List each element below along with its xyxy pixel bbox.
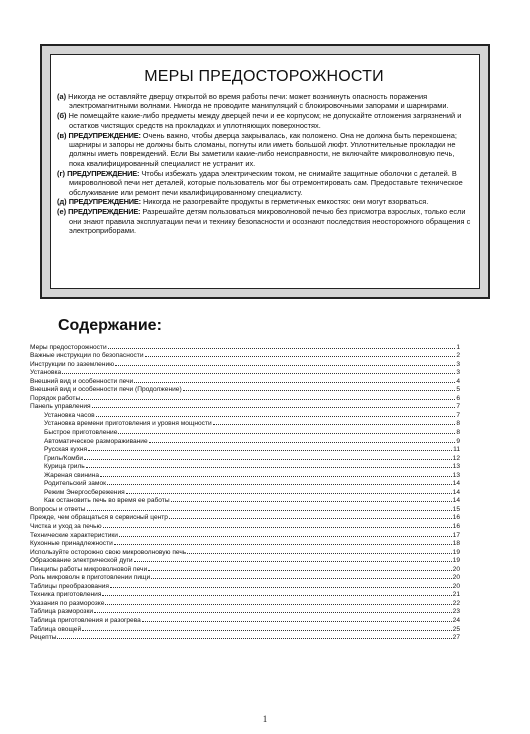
toc-leader-dots <box>151 573 451 580</box>
toc-leader-dots <box>81 393 455 400</box>
toc-entry-page: 27 <box>452 634 460 642</box>
toc-entry <box>30 547 460 556</box>
toc-entry-page: 7 <box>456 403 460 411</box>
toc-entry <box>30 402 460 411</box>
precaution-marker: (б) <box>57 111 67 121</box>
toc-entry <box>30 590 460 599</box>
toc-subentry <box>30 436 460 445</box>
toc-entry-page: 20 <box>452 582 460 590</box>
toc-entry <box>30 556 460 565</box>
toc-leader-dots <box>187 547 451 554</box>
toc-entry-title: Жареная свинина <box>44 471 99 479</box>
precaution-marker: (е) <box>57 207 67 217</box>
page-number: 1 <box>262 714 268 724</box>
toc-entry <box>30 504 460 513</box>
table-of-contents <box>30 342 460 641</box>
toc-entry-page: 15 <box>452 505 460 513</box>
toc-leader-dots <box>87 504 452 511</box>
toc-leader-dots <box>134 556 452 563</box>
toc-entry-title: Внешний вид и особенности печи (Продолжение) <box>30 386 182 394</box>
toc-leader-dots <box>100 470 452 477</box>
precaution-item <box>57 207 471 235</box>
toc-entry-page: 16 <box>452 522 460 530</box>
toc-entry <box>30 581 460 590</box>
toc-entry-title: Автоматическое размораживание <box>44 437 148 445</box>
toc-entry-title: Образование электрической дуги <box>30 557 133 565</box>
warning-label: ПРЕДУПРЕЖДЕНИЕ: <box>68 130 141 140</box>
precaution-text: Никогда не оставляйте дверцу открытой во время работы печи: может возникнуть опасность поражения электромагнитными волнами. Никогда не проводите манипуляций с блокировочными запорами и шарнирами. <box>68 92 449 111</box>
toc-entry-title: Меры предосторожности <box>30 343 107 351</box>
toc-entry-page: 19 <box>452 548 460 556</box>
toc-leader-dots <box>108 342 456 349</box>
precautions-list <box>57 92 471 236</box>
toc-entry-title: Важные инструкции по безопасности <box>30 352 144 360</box>
toc-entry-title: Родительский замок <box>44 480 106 488</box>
toc-entry <box>30 598 460 607</box>
toc-leader-dots <box>82 624 452 631</box>
toc-entry-title: Технические характеристики <box>30 531 118 539</box>
toc-leader-dots <box>171 496 452 503</box>
toc-entry-page: 23 <box>452 608 460 616</box>
toc-entry-title: Кухонные принадлежности <box>30 540 113 548</box>
precaution-text: Очень важно, чтобы дверца закрывалась, как положено. Она не должна быть перекошена; шарниры и запоры не должны быть сломаны, погнуты или иметь большой люфт. Уплотнительные прокладки не должны иметь повреждений. Если Вы заметили какие-либо неисправности, не включайте микроволновую печь, пока квалифицированный специалист не устранит их. <box>69 130 457 168</box>
toc-subentry <box>30 410 460 419</box>
toc-entry <box>30 564 460 573</box>
toc-entry <box>30 359 460 368</box>
precaution-item <box>57 169 471 197</box>
precaution-marker: (в) <box>57 130 67 140</box>
toc-leader-dots <box>62 368 455 375</box>
toc-entry-page: 24 <box>452 617 460 624</box>
toc-entry-page: 20 <box>452 565 460 573</box>
toc-entry-page: 14 <box>452 488 460 496</box>
precaution-marker: (д) <box>57 197 67 207</box>
toc-subentry <box>30 453 460 462</box>
toc-subentry <box>30 462 460 471</box>
warning-label: ПРЕДУПРЕЖДЕНИЕ: <box>68 207 141 217</box>
toc-entry-title: Установка времени приготовления и уровня мощности <box>44 420 212 428</box>
toc-entry <box>30 633 460 642</box>
toc-entry-page: 17 <box>452 531 460 539</box>
toc-entry-page: 9 <box>456 437 460 445</box>
toc-leader-dots <box>115 359 455 366</box>
toc-entry <box>30 624 460 633</box>
toc-subentry <box>30 419 460 428</box>
toc-leader-dots <box>105 598 451 605</box>
toc-subentry <box>30 496 460 505</box>
warning-label: ПРЕДУПРЕЖДЕНИЕ: <box>67 168 140 178</box>
toc-entry-title: Режим Энергосбережения <box>44 488 125 496</box>
toc-entry-page: 14 <box>452 480 460 488</box>
toc-entry-title: Порядок работы <box>30 394 81 402</box>
toc-leader-dots <box>183 385 456 392</box>
toc-entry-title: Гриль/Комби <box>44 454 84 462</box>
toc-entry-page: 8 <box>456 420 460 428</box>
toc-leader-dots <box>134 376 455 383</box>
toc-leader-dots <box>94 607 452 614</box>
toc-entry-title: Как остановить печь во время ее работы <box>44 497 170 505</box>
toc-entry-page: 4 <box>456 377 460 385</box>
toc-entry-title: Курица гриль <box>44 463 85 471</box>
toc-leader-dots <box>149 436 456 443</box>
toc-subentry <box>30 487 460 496</box>
toc-leader-dots <box>142 616 452 623</box>
precaution-item <box>57 197 471 206</box>
toc-entry <box>30 368 460 377</box>
toc-entry-page: 1 <box>456 343 460 351</box>
toc-leader-dots <box>84 453 452 460</box>
toc-entry-title: Роль микроволн в приготовлении пищи <box>30 574 151 582</box>
toc-entry-page: 8 <box>456 428 460 436</box>
toc-entry-page: 3 <box>456 369 460 377</box>
toc-leader-dots <box>213 419 456 426</box>
toc-entry <box>30 530 460 539</box>
toc-entry-page: 7 <box>456 411 460 419</box>
toc-entry <box>30 607 460 616</box>
toc-entry <box>30 513 460 522</box>
toc-entry-title: Таблицы преобразования <box>30 582 109 590</box>
precautions-box <box>40 44 490 299</box>
toc-leader-dots <box>119 530 452 537</box>
warning-label: ПРЕДУПРЕЖДЕНИЕ: <box>68 197 141 207</box>
toc-entry-page: 13 <box>452 463 460 471</box>
toc-entry-page: 20 <box>452 574 460 582</box>
toc-entry <box>30 376 460 385</box>
precaution-text: Разрешайте детям пользоваться микроволновой печью без присмотра взрослых, только если они знают правила эксплуатации печи и технику безопасности и осознают последствия неосторожного обращения с электроприборами. <box>69 207 471 236</box>
precaution-marker: (а) <box>57 92 67 101</box>
toc-entry <box>30 616 460 625</box>
toc-entry-title: Установка часов <box>44 411 95 419</box>
toc-entry <box>30 539 460 548</box>
precaution-marker: (г) <box>57 168 66 178</box>
toc-leader-dots <box>102 590 451 597</box>
toc-entry-page: 18 <box>452 540 460 548</box>
toc-entry-page: 19 <box>452 557 460 565</box>
toc-subentry <box>30 479 460 488</box>
toc-entry-title: Указания по разморозке <box>30 599 105 607</box>
toc-entry-page: 12 <box>452 454 460 462</box>
toc-entry-page: 22 <box>452 599 460 607</box>
toc-entry <box>30 342 460 351</box>
toc-entry-page: 3 <box>456 360 460 368</box>
toc-leader-dots <box>114 539 452 546</box>
precaution-item <box>57 92 471 111</box>
toc-entry-page: 2 <box>456 352 460 360</box>
toc-entry-title: Таблица приготовления и разогрева <box>30 617 141 624</box>
toc-heading: Содержание: <box>58 317 162 334</box>
toc-subentry <box>30 427 460 436</box>
precautions-panel <box>50 54 480 289</box>
toc-entry-title: Внешний вид и особенности печи <box>30 377 134 385</box>
toc-leader-dots <box>86 462 452 469</box>
toc-entry-page: 21 <box>452 591 460 599</box>
precaution-item <box>57 111 471 130</box>
toc-entry-page: 6 <box>456 394 460 402</box>
toc-leader-dots <box>110 581 452 588</box>
toc-entry <box>30 351 460 360</box>
toc-entry-page: 11 <box>453 446 460 454</box>
toc-entry-title: Установка <box>30 369 62 377</box>
toc-leader-dots <box>145 351 456 358</box>
toc-leader-dots <box>107 479 452 486</box>
toc-subentry <box>30 445 460 454</box>
toc-entry-title: Используйте осторожно свою микроволновую печь <box>30 548 187 556</box>
toc-entry-page: 5 <box>456 386 460 394</box>
toc-entry-title: Прежде, чем обращаться в сервисный центр <box>30 514 168 522</box>
toc-entry-title: Таблица разморозки <box>30 608 94 616</box>
toc-leader-dots <box>92 402 456 409</box>
toc-entry-title: Русская кухня <box>44 446 88 454</box>
toc-entry-title: Рецепты <box>30 634 57 642</box>
precaution-text: Не помещайте какие-либо предметы между дверцей печи и ее корпусом; не допускайте отложения загрязнений и остатков чистящих средств на прокладках и уплотняющих поверхностях. <box>68 111 462 130</box>
toc-leader-dots <box>148 564 451 571</box>
toc-entry-page: 25 <box>452 625 460 633</box>
toc-leader-dots <box>126 487 452 494</box>
toc-entry-title: Панель управления <box>30 403 91 411</box>
toc-leader-dots <box>169 513 452 520</box>
toc-entry <box>30 393 460 402</box>
toc-leader-dots <box>88 445 452 452</box>
toc-leader-dots <box>118 427 455 434</box>
toc-entry <box>30 385 460 394</box>
toc-subentry <box>30 470 460 479</box>
precaution-text: Чтобы избежать удара электрическим током, не снимайте защитные оболочки с деталей. В микроволновой печи нет деталей, которые пользователь мог бы отремонтировать сам. Предоставьте техническое обслуживание или ремонт печи квалифицированному специалисту. <box>69 168 463 197</box>
toc-leader-dots <box>57 633 451 640</box>
precautions-title: МЕРЫ ПРЕДОСТОРОЖНОСТИ <box>144 68 384 85</box>
toc-entry-page: 13 <box>452 471 460 479</box>
toc-entry-title: Техника приготовления <box>30 591 102 599</box>
toc-leader-dots <box>103 521 452 528</box>
toc-entry-title: Чистка и уход за печью <box>30 522 102 530</box>
toc-entry <box>30 521 460 530</box>
toc-entry-title: Быстрое приготовление <box>44 428 118 436</box>
toc-entry-title: Инструкции по заземлению <box>30 360 115 368</box>
toc-entry-title: Таблица овощей <box>30 625 82 633</box>
toc-entry <box>30 573 460 582</box>
precaution-item <box>57 131 471 169</box>
precaution-text: Никогда не разогревайте продукты в герметичных емкостях: они могут взорваться. <box>140 197 429 207</box>
toc-leader-dots <box>96 410 456 417</box>
toc-entry-title: Вопросы и ответы <box>30 505 86 513</box>
toc-entry-page: 14 <box>452 497 460 505</box>
toc-entry-page: 16 <box>452 514 460 522</box>
toc-entry-title: Пинципы работы микроволновой печи <box>30 565 148 573</box>
